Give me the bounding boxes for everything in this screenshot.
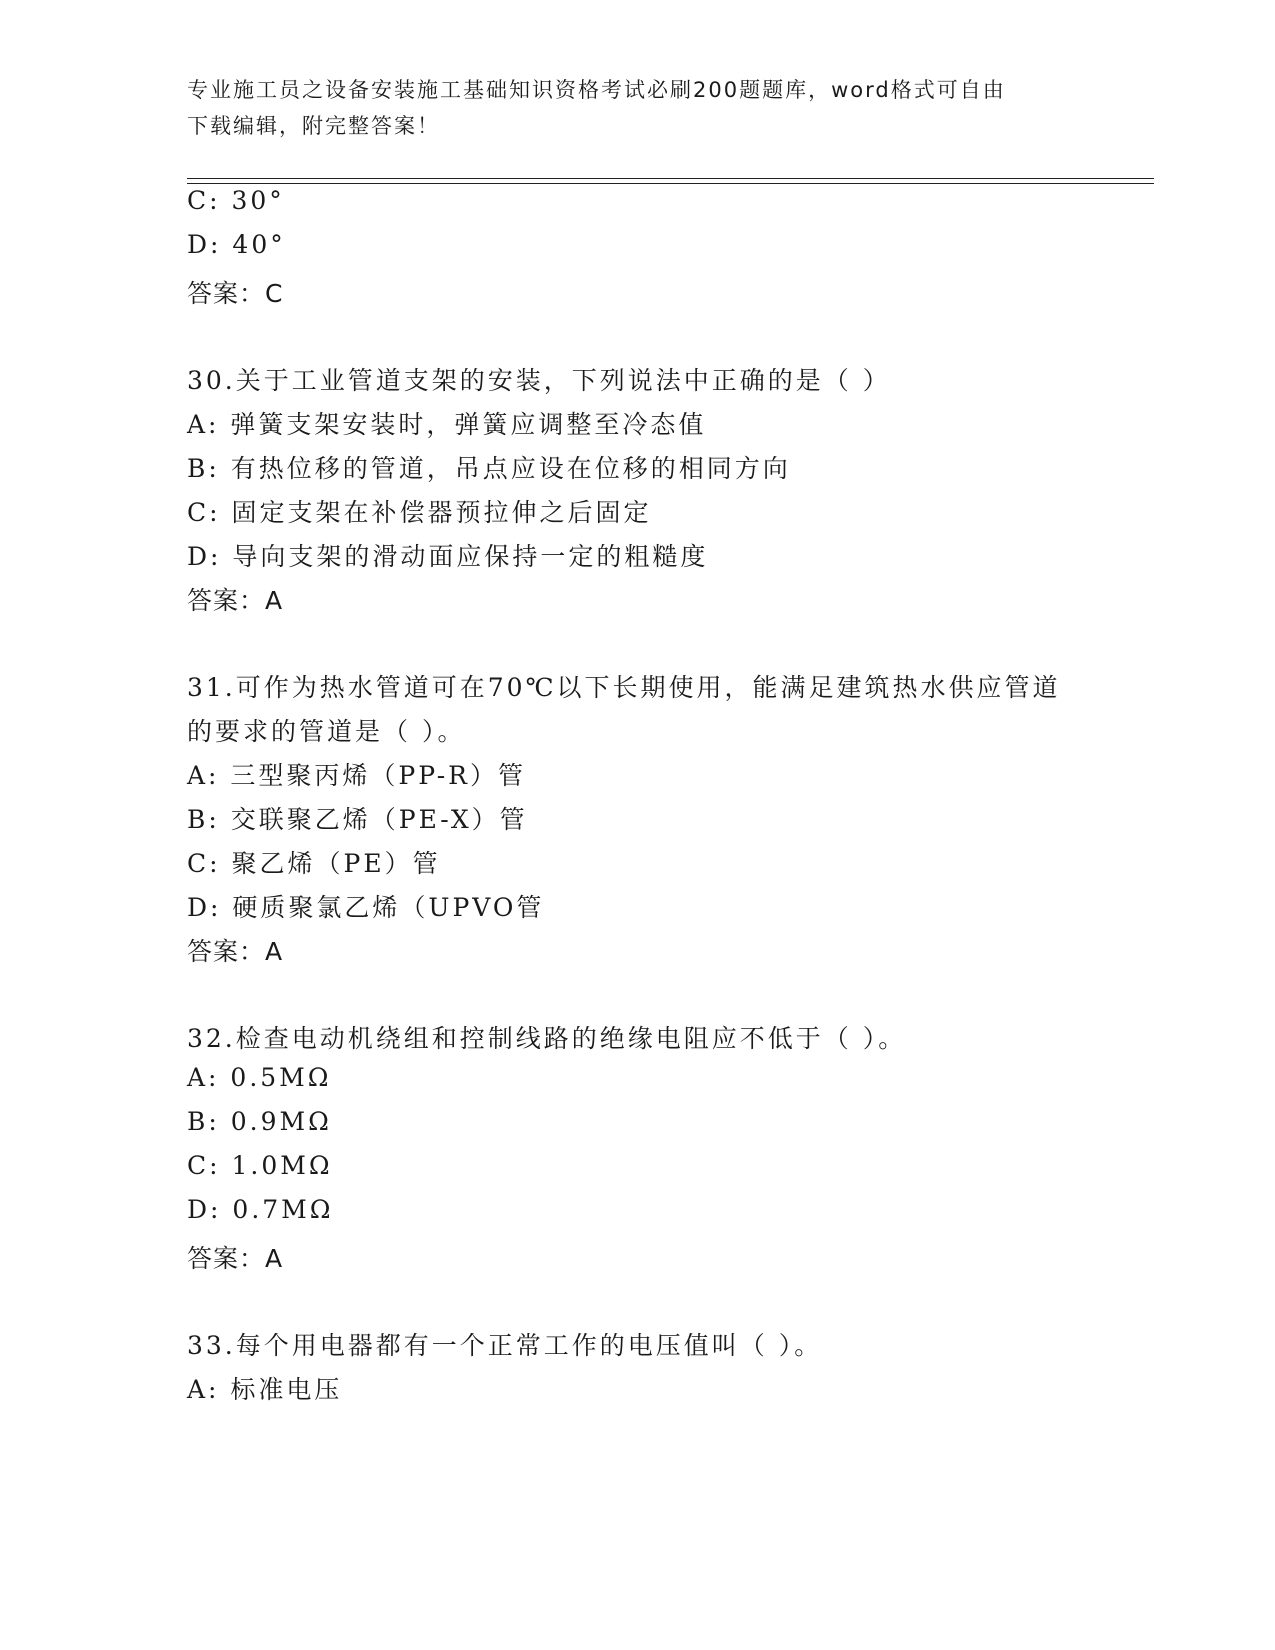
q31-question-line-1: 31.可作为热水管道可在70℃以下长期使用，能满足建筑热水供应管道 [187, 673, 1061, 702]
document-header [187, 72, 1087, 144]
q33-question: 33.每个用电器都有一个正常工作的电压值叫（ ）。 [187, 1331, 823, 1360]
q30-option-a: A: 弹簧支架安装时，弹簧应调整至冷态值 [187, 410, 707, 439]
q30-option-c: C: 固定支架在补偿器预拉伸之后固定 [187, 498, 652, 527]
q32-option-d: D: 0.7MΩ [187, 1195, 334, 1224]
header-title-line-1: 专业施工员之设备安装施工基础知识资格考试必刷200题题库，word格式可自由 [187, 78, 1006, 102]
q31-option-a: A: 三型聚丙烯（PP-R）管 [187, 761, 526, 790]
q31-option-b: B: 交联聚乙烯（PE-X）管 [187, 805, 528, 834]
q31-answer: 答案：A [187, 937, 284, 966]
header-title-line-2: 下载编辑，附完整答案！ [187, 114, 440, 138]
q30-answer: 答案：A [187, 586, 284, 615]
header-double-rule [187, 178, 1154, 184]
q32-option-b: B: 0.9MΩ [187, 1107, 332, 1136]
q30-question: 30.关于工业管道支架的安装，下列说法中正确的是（ ） [187, 366, 891, 395]
q31-option-d: D: 硬质聚氯乙烯（UPVO管 [187, 893, 545, 922]
q32-option-c: C: 1.0MΩ [187, 1151, 333, 1180]
q31-question-line-2: 的要求的管道是（ ）。 [187, 717, 466, 746]
q30-option-d: D: 导向支架的滑动面应保持一定的粗糙度 [187, 542, 709, 571]
q32-answer: 答案：A [187, 1244, 284, 1273]
q29-option-c: C: 30° [187, 186, 285, 215]
q29-option-d: D: 40° [187, 230, 286, 259]
q33-option-a: A: 标准电压 [187, 1375, 343, 1404]
q31-option-c: C: 聚乙烯（PE）管 [187, 849, 441, 878]
q32-option-a: A: 0.5MΩ [187, 1063, 332, 1092]
q30-option-b: B: 有热位移的管道，吊点应设在位移的相同方向 [187, 454, 791, 483]
q29-answer: 答案：C [187, 279, 284, 308]
q32-question: 32.检查电动机绕组和控制线路的绝缘电阻应不低于（ ）。 [187, 1024, 907, 1053]
